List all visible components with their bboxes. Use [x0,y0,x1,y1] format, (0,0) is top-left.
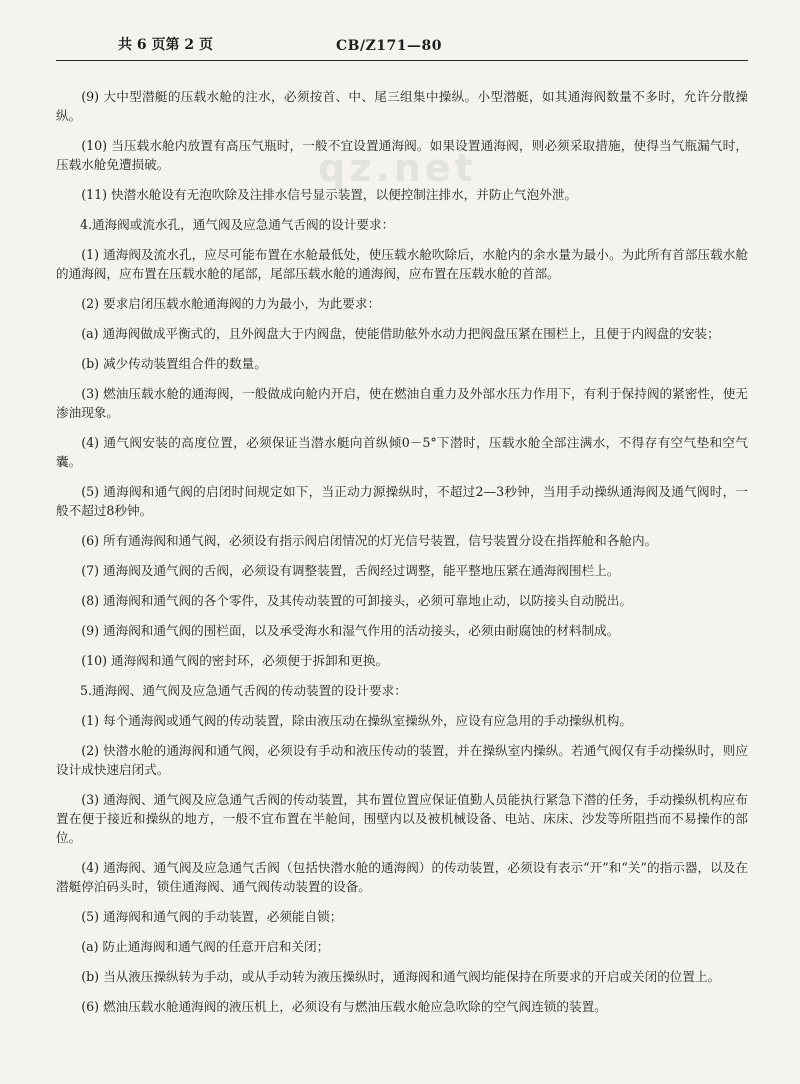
paragraph: (a) 防止通海阀和通气阀的任意开启和关闭； [81,939,330,954]
paragraph: (5) 通海阀和通气阀的手动装置，必须能自锁； [81,909,343,924]
paragraph: (2) 快潜水舱的通海阀和通气阀，必须设有手动和液压传动的装置，并在操纵室内操纵。若通气阀仅有手动操纵时，则应设计成快速启闭式。 [56,743,748,777]
paragraph: (10) 当压载水舱内放置有高压气瓶时，一般不宜设置通海阀。如果设置通海阀，则必须采取措施，使得当气瓶漏气时，压载水舱免遭损破。 [56,138,748,172]
paragraph: (5) 通海阀和通气阀的启闭时间规定如下，当正动力源操纵时，不超过2—3秒钟，当用手动操纵通海阀及通气阀时，一般不超过8秒钟。 [56,484,748,518]
paragraph: (6) 燃油压载水舱通海阀的液压机上，必须设有与燃油压载水舱应急吹除的空气阀连锁的装置。 [81,999,607,1014]
watermark: qz.net [318,146,477,190]
paragraph: (1) 每个通海阀或通气阀的传动装置，除由液压动在操纵室操纵外，应设有应急用的手动操纵机构。 [81,713,632,728]
paragraph: (9) 大中型潜艇的压载水舱的注水，必须按首、中、尾三组集中操纵。小型潜艇，如其通海阀数量不多时，允许分散操纵。 [56,89,748,123]
paragraph: (4) 通气阀安装的高度位置，必须保证当潜水艇向首纵倾0－5°下潜时，压载水舱全部注满水，不得存有空气垫和空气囊。 [56,435,748,469]
paragraph: (8) 通海阀和通气阀的各个零件，及其传动装置的可卸接头，必须可靠地止动，以防接头自动脱出。 [81,593,632,608]
paragraph: (10) 通海阀和通气阀的密封环，必须便于拆卸和更换。 [81,653,389,668]
paragraph: (2) 要求启闭压载水舱通海阀的力为最小，为此要求： [81,296,381,311]
paragraph: (9) 通海阀和通气阀的围栏面，以及承受海水和湿气作用的活动接头，必须由耐腐蚀的材料制成。 [81,623,620,638]
paragraph: (1) 通海阀及流水孔，应尽可能布置在水舱最低处，使压载水舱吹除后，水舱内的余水量为最小。为此所有首部压载水舱的通海阀，应布置在压载水舱的尾部，尾部压载水舱的通海阀，应布置在压载水舱的首部。 [56,247,748,281]
paragraph: (a) 通海阀做成平衡式的，且外阀盘大于内阀盘，使能借助舷外水动力把阀盘压紧在围栏上，且便于内阀盘的安装； [81,326,720,341]
paragraph: (3) 通海阀、通气阀及应急通气舌阀的传动装置，其布置位置应保证值勤人员能执行紧急下潜的任务，手动操纵机构应布置在便于接近和操纵的地方，一般不宜布置在半舱间，围壁内以及被机械设备、电站、床床、沙发等所阻挡而不易操作的部位。 [56,792,748,845]
paragraph: (b) 减少传动装置组合件的数量。 [81,356,267,371]
page-header [56,24,748,61]
paragraph: (7) 通海阀及通气阀的舌阀，必须设有调整装置，舌阀经过调整，能平整地压紧在通海阀围栏上。 [81,563,620,578]
paragraph: (4) 通海阀、通气阀及应急通气舌阀（包括快潜水舱的通海阀）的传动装置，必须设有表示“开”和“关”的指示器，以及在潜艇停泊码头时，锁住通海阀、通气阀传动装置的设备。 [56,860,748,894]
paragraph: (6) 所有通海阀和通气阀，必须设有指示阀启闭情况的灯光信号装置，信号装置分设在指挥舱和各舱内。 [81,533,658,548]
paragraph: (3) 燃油压载水舱的通海阀，一般做成向舱内开启，使在燃油自重力及外部水压力作用下，有利于保持阀的紧密性，使无渗油现象。 [56,386,748,420]
standard-number: CB/Z171—80 [335,38,442,54]
section-heading: 4.通海阀或流水孔，通气阀及应急通气舌阀的设计要求： [79,217,395,232]
document-body [56,87,748,1016]
paragraph: (11) 快潜水舱设有无泡吹除及注排水信号显示装置，以便控制注排水，并防止气泡外泄。 [81,187,578,202]
section-heading: 5.通海阀、通气阀及应急通气舌阀的传动装置的设计要求： [79,683,407,698]
page-number-info: 共 6 页第 2 页 [118,37,213,53]
paragraph: (b) 当从液压操纵转为手动，或从手动转为液压操纵时，通海阀和通气阀均能保持在所要求的开启或关闭的位置上。 [81,969,721,984]
